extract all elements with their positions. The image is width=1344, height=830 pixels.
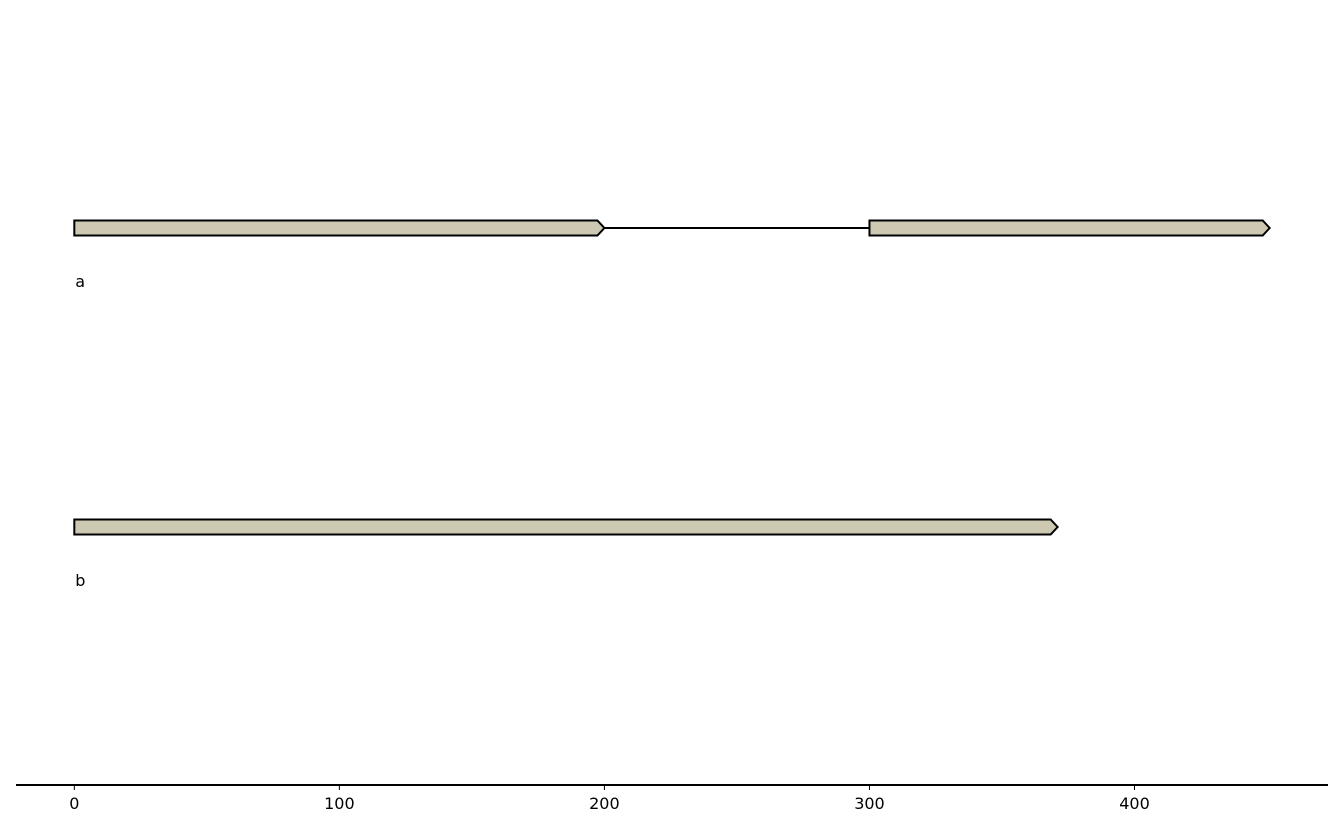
track-b-exon-1 xyxy=(74,520,1057,535)
x-axis-tick-label-300: 300 xyxy=(854,794,885,813)
x-axis-tick-label-0: 0 xyxy=(69,794,80,813)
track-a-exon-1 xyxy=(74,221,604,236)
x-axis-tick-label-400: 400 xyxy=(1119,794,1150,813)
track-label-a: a xyxy=(75,272,86,291)
track-label-b: b xyxy=(75,571,86,590)
track-a-exon-2 xyxy=(869,221,1269,236)
x-axis-tick-label-100: 100 xyxy=(324,794,355,813)
x-axis-tick-label-200: 200 xyxy=(589,794,620,813)
